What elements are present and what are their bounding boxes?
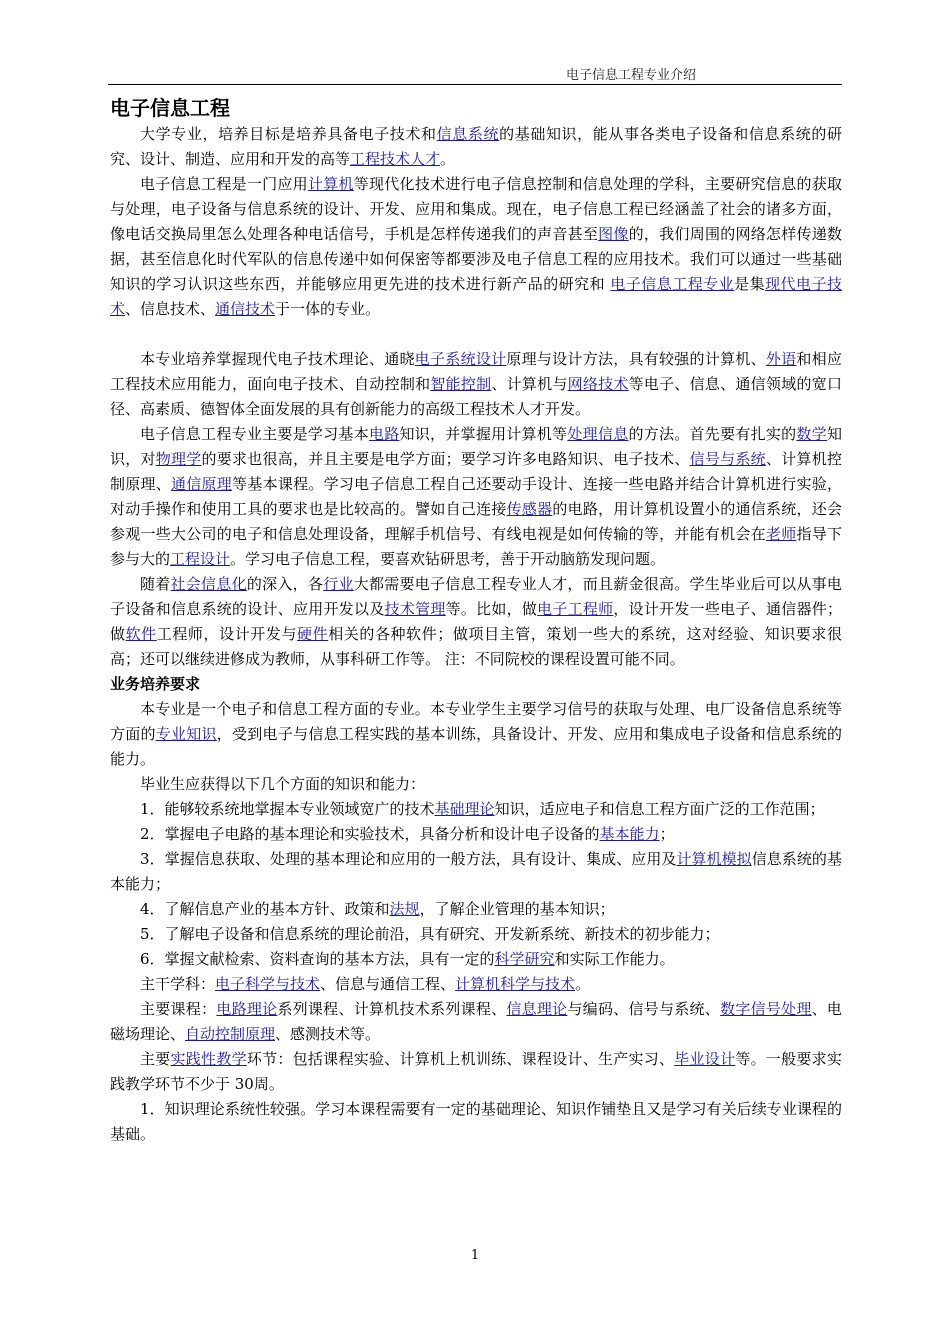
list-item-6	[110, 947, 842, 972]
text: 等现代化技术进行电子信息控制和信息处理的学科，主要研究信息的获取与处理，电子设备与信息系统的设计、开发、应用和集成。现在，电子信息工程已经涵盖了社会的诸多方面，像电话交换局里怎么处理各种电话信号，手机是怎样传递我们的声音甚至	[110, 175, 842, 243]
document-body	[110, 94, 842, 1147]
list-item-2	[110, 822, 842, 847]
text: ，了解企业管理的基本知识；	[419, 900, 615, 918]
text: 的，我们周围的网络怎样传递数据，甚至信息化时代军队的信息传递中如何保密等都要涉及电子信息工程的应用技术。我们可以通过一些基础知识的学习认识这些东西，并能够应用更先进的技术进行新产品的研究和	[110, 225, 842, 293]
link-electronic-science[interactable]: 电子科学与技术	[215, 975, 321, 993]
text: 电子信息工程是一门应用	[140, 175, 308, 193]
link-image[interactable]: 图像	[598, 225, 629, 243]
text: 原理与设计方法，具有较强的计算机、	[506, 350, 766, 368]
text: 本专业是一个电子和信息工程方面的专业。本专业学生主要学习信号的获取与处理、电厂设备信息系统等方面的	[110, 700, 842, 743]
link-information-theory[interactable]: 信息理论	[506, 1000, 568, 1018]
link-scientific-research[interactable]: 科学研究	[494, 950, 555, 968]
link-signals-systems[interactable]: 信号与系统	[689, 450, 766, 468]
text: 主要	[140, 1050, 171, 1068]
text: 等基本课程。学习电子信息工程自己还要动手设计、连接一些电路并结合计算机进行实验，对动手操作和使用工具的要求也是比较高的。譬如自己连接	[110, 475, 842, 518]
text: 主干学科：	[140, 975, 216, 993]
intro-paragraph-3	[110, 347, 842, 422]
link-electronic-system-design[interactable]: 电子系统设计	[414, 350, 507, 368]
text: 。学习电子信息工程，要喜欢钻研思考，善于开动脑筋发现问题。	[230, 550, 666, 568]
text: 等。一般要求实践教学环节不少于 30周。	[110, 1050, 842, 1093]
link-hardware[interactable]: 硬件	[297, 625, 329, 643]
text: 指导下参与大的	[110, 525, 842, 568]
list-item-4	[110, 897, 842, 922]
list-item-5: 5．了解电子设备和信息系统的理论前沿，具有研究、开发新系统、新技术的初步能力；	[140, 925, 720, 943]
link-automatic-control[interactable]: 自动控制原理	[185, 1025, 276, 1043]
text: ，设计开发一些电子、通信器件；做	[110, 600, 842, 643]
header-rule	[108, 84, 842, 85]
link-tech-management[interactable]: 技术管理	[384, 600, 446, 618]
text: ，受到电子与信息工程实践的基本训练，具备设计、开发、应用和集成电子设备和信息系统的能力。	[110, 725, 842, 768]
text: 的深入，各	[246, 575, 324, 593]
section-paragraph-1	[110, 697, 842, 772]
text: 3．掌握信息获取、处理的基本理论和应用的一般方法，具有设计、集成、应用及	[140, 850, 677, 868]
main-disciplines	[110, 972, 842, 997]
intro-paragraph-5	[110, 572, 842, 672]
practice-requirements	[110, 1047, 842, 1097]
text: 和实际工作能力。	[554, 950, 675, 968]
intro-paragraph-4	[110, 422, 842, 572]
link-industry[interactable]: 行业	[323, 575, 354, 593]
link-professional-knowledge[interactable]: 专业知识	[155, 725, 217, 743]
link-graduation-design[interactable]: 毕业设计	[674, 1050, 736, 1068]
section-heading: 业务培养要求	[110, 675, 201, 693]
link-social-informatization[interactable]: 社会信息化	[170, 575, 247, 593]
link-dsp[interactable]: 数字信号处理	[720, 1000, 812, 1018]
link-mathematics[interactable]: 数学	[796, 425, 827, 443]
text: 的基础知识，能从事各类电子设备和信息系统的研究、设计、制造、应用和开发的高等	[110, 125, 842, 168]
link-teacher[interactable]: 老师	[765, 525, 797, 543]
text: 于一体的专业。	[275, 300, 381, 318]
link-computer[interactable]: 计算机	[307, 175, 354, 193]
text: 大都需要电子信息工程专业人才，而且薪金很高。学生毕业后可以从事电子设备和信息系统的设计、应用开发以及	[110, 575, 842, 618]
text: 工程师，设计开发与	[156, 625, 298, 643]
text: 相关的各种软件；做项目主管，策划一些大的系统，这对经验、知识要求很高；还可以继续进修成为教师，从事科研工作等。 注：不同院校的课程设置可能不同。	[110, 625, 842, 668]
main-courses	[110, 997, 842, 1047]
link-foreign-language[interactable]: 外语	[765, 350, 797, 368]
text: 与编码、信号与系统、	[567, 1000, 721, 1018]
text: 。	[440, 150, 456, 168]
text: 和相应工程技术应用能力，面向电子技术、自动控制和	[110, 350, 842, 393]
link-circuit-theory[interactable]: 电路理论	[216, 1000, 278, 1018]
link-processing-information[interactable]: 处理信息	[567, 425, 629, 443]
text: 、信息与通信工程、	[320, 975, 456, 993]
text: 信息系统的基本能力；	[110, 850, 842, 893]
link-engineering-design[interactable]: 工程设计	[170, 550, 231, 568]
intro-paragraph-1	[110, 122, 842, 172]
text: 。	[575, 975, 591, 993]
link-practical-teaching[interactable]: 实践性教学	[170, 1050, 247, 1068]
text: 知识，对	[110, 425, 842, 468]
link-basic-ability[interactable]: 基本能力	[599, 825, 660, 843]
text: 的方法。首先要有扎实的	[628, 425, 797, 443]
link-intelligent-control[interactable]: 智能控制	[430, 375, 492, 393]
link-electronic-engineer[interactable]: 电子工程师	[537, 600, 614, 618]
text: 的要求也很高，并且主要是电学方面；要学习许多电路知识、电子技术、	[201, 450, 690, 468]
text: 知识，适应电子和信息工程方面广泛的工作范围；	[494, 800, 825, 818]
link-software[interactable]: 软件	[125, 625, 157, 643]
text: 随着	[140, 575, 171, 593]
link-ee-major[interactable]: 电子信息工程专业	[610, 275, 735, 293]
text: 等电子、信息、通信领域的宽口径、高素质、德智体全面发展的具有创新能力的高级工程技术人才开发。	[110, 375, 842, 418]
link-communication-tech[interactable]: 通信技术	[215, 300, 276, 318]
document-title: 电子信息工程	[110, 96, 230, 120]
list-item-3	[110, 847, 842, 897]
text: 等。比如，做	[445, 600, 538, 618]
text: 是集	[734, 275, 766, 293]
link-circuit[interactable]: 电路	[368, 425, 400, 443]
text: 系列课程、计算机技术系列课程、	[277, 1000, 507, 1018]
text: 环节：包括课程实验、计算机上机训练、课程设计、生产实习、	[246, 1050, 675, 1068]
text: 、感测技术等。	[275, 1025, 381, 1043]
section-paragraph-2: 毕业生应获得以下几个方面的知识和能力：	[140, 775, 426, 793]
text: 电子信息工程专业主要是学习基本	[140, 425, 369, 443]
running-header: 电子信息工程专业介绍	[565, 68, 696, 83]
text: 、信息技术、	[125, 300, 216, 318]
text: 大学专业，培养目标是培养具备电子技术和	[140, 125, 437, 143]
link-computer-simulation[interactable]: 计算机模拟	[676, 850, 752, 868]
link-sensor[interactable]: 传感器	[506, 500, 553, 518]
list-item-1	[110, 797, 842, 822]
link-physics[interactable]: 物理学	[155, 450, 202, 468]
link-modern-electronics[interactable]: 现代电子技术	[110, 275, 842, 318]
text: 、电磁场理论、	[110, 1000, 842, 1043]
note-paragraph-1: 1．知识理论系统性较强。学习本课程需要有一定的基础理论、知识作铺垫且又是学习有关后续专业课程的基础。	[110, 1100, 842, 1143]
text: 知识，并掌握用计算机等	[399, 425, 568, 443]
text: 4．了解信息产业的基本方针、政策和	[140, 900, 390, 918]
text: 本专业培养掌握现代电子技术理论、通晓	[140, 350, 415, 368]
text: 主要课程：	[140, 1000, 217, 1018]
link-computer-science[interactable]: 计算机科学与技术	[455, 975, 576, 993]
link-communication-principles[interactable]: 通信原理	[171, 475, 233, 493]
link-network-tech[interactable]: 网络技术	[567, 375, 629, 393]
paragraph-gap	[110, 322, 842, 347]
link-regulations[interactable]: 法规	[389, 900, 420, 918]
text: 6．掌握文献检索、资料查询的基本方法，具有一定的	[140, 950, 495, 968]
link-engineering-talent[interactable]: 工程技术人才	[350, 150, 441, 168]
intro-paragraph-2	[110, 172, 842, 322]
page-number: 1	[470, 1248, 480, 1263]
link-information-system[interactable]: 信息系统	[436, 125, 500, 143]
text: 、计算机与	[491, 375, 568, 393]
text: 2．掌握电子电路的基本理论和实验技术，具备分析和设计电子设备的	[140, 825, 600, 843]
text: 、计算机控制原理、	[110, 450, 842, 493]
text: 1．能够较系统地掌握本专业领域宽广的技术	[140, 800, 435, 818]
link-basic-theory[interactable]: 基础理论	[434, 800, 495, 818]
text: 的电路，用计算机设置小的通信系统，还会参观一些大公司的电子和信息处理设备，理解手机信号、有线电视是如何传输的等，并能有机会在	[110, 500, 842, 543]
text: ；	[659, 825, 675, 843]
